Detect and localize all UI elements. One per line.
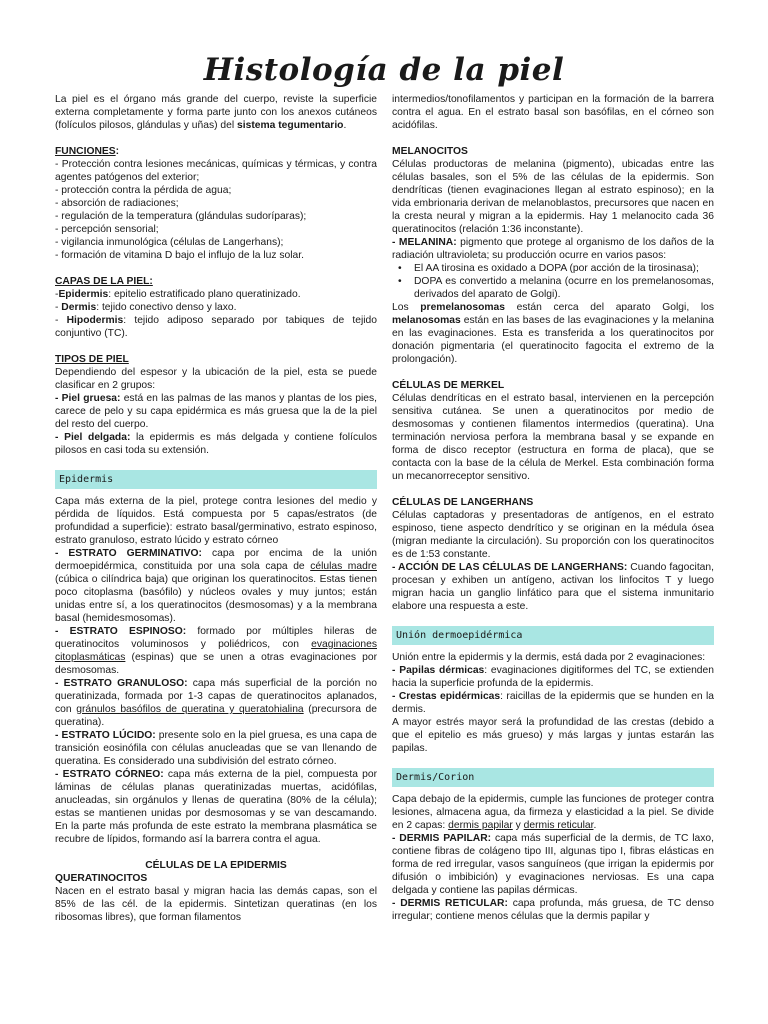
papilas-text: : evaginaciones digitiformes del TC, se extienden hacia la superficie profunda de la epidermis. bbox=[392, 665, 714, 689]
celulas-heading: CÉLULAS DE LA EPIDERMIS bbox=[145, 860, 287, 871]
dermis-text: Capa debajo de la epidermis, cumple las funciones de proteger contra lesiones, almacena agua, da firmeza y elasticidad a la piel. Se divide en 2 capas: bbox=[392, 794, 714, 831]
pre-term: melanosomas bbox=[392, 315, 461, 326]
dermis-section-bar: Dermis/Corion bbox=[392, 768, 714, 787]
funciones-item: - Protección contra lesiones mecánicas, químicas y térmicas, y contra agentes patógenos del exterior; bbox=[55, 159, 377, 183]
left-column bbox=[55, 93, 377, 924]
intro-bold: sistema tegumentario bbox=[237, 120, 344, 131]
estrato-germinativo bbox=[55, 547, 377, 625]
estrato-label: - ESTRATO GERMINATIVO: bbox=[55, 548, 202, 559]
funciones-item: - absorción de radiaciones; bbox=[55, 198, 179, 209]
funciones-item: - percepción sensorial; bbox=[55, 224, 159, 235]
tipos-intro: Dependiendo del espesor y la ubicación de la piel, esta se puede clasificar en 2 grupos: bbox=[55, 367, 377, 391]
langerhans-heading: CÉLULAS DE LANGERHANS bbox=[392, 497, 534, 508]
capa-name: Dermis bbox=[61, 302, 97, 313]
estrato-label: - ESTRATO LÚCIDO: bbox=[55, 730, 156, 741]
estrato-label: - ESTRATO GRANULOSO: bbox=[55, 678, 188, 689]
capa-name: Hipodermis bbox=[66, 315, 124, 326]
page-title: Histología de la piel bbox=[203, 52, 565, 88]
merkel-text: Células dendríticas en el estrato basal, intervienen en la percepción sensitiva cutánea. Se unen a queratinocitos por medio de desmosomas y contienen filamentos intermedios (queratina). Una terminación nerviosa perfora la membrana basal y se expande en forma de disco receptor (estructura en forma de placa), que se contacta con la base de la célula de Merkel. Esta combinación forma un mecanorreceptor sensitivo. bbox=[392, 393, 714, 482]
langerhans-text: Células captadoras y presentadoras de antígenos, en el estrato espinoso, tiene aspecto dendrítico y se originan en la médula ósea (migran mediante la circulación). Su proporción con los queratinocitos es de 1:53 constante. bbox=[392, 510, 714, 560]
dermis-reticular bbox=[392, 897, 714, 923]
piel-delgada bbox=[55, 431, 377, 457]
funciones-colon: : bbox=[115, 146, 120, 157]
accion-label: - ACCIÓN DE LAS CÉLULAS DE LANGERHANS: bbox=[392, 562, 628, 573]
piel-gruesa-text: está en las palmas de las manos y plantas de los pies, carece de pelo y su capa epidérmica es más gruesa que la de la piel del resto del cuerpo. bbox=[55, 393, 377, 430]
estrato-granuloso bbox=[55, 677, 377, 729]
estrato-label: - ESTRATO ESPINOSO: bbox=[55, 626, 187, 637]
right-column bbox=[392, 93, 714, 923]
merkel-heading: CÉLULAS DE MERKEL bbox=[392, 380, 505, 391]
underlined-term: células madre bbox=[310, 561, 377, 572]
crestas-epidermicas bbox=[392, 690, 714, 716]
papilas-label: - Papilas dérmicas bbox=[392, 665, 485, 676]
melanina-paragraph bbox=[392, 236, 714, 262]
dermis-papilar-label: - DERMIS PAPILAR: bbox=[392, 833, 492, 844]
pre-text: Los bbox=[392, 302, 421, 313]
accion-text: Cuando fagocitan, procesan y exhiben un antígeno, activan los linfocitos T y luego migran hacia un ganglio linfático para que el sistema inmunitario elabore una respuesta a este. bbox=[392, 562, 714, 612]
piel-gruesa-label: - Piel gruesa: bbox=[55, 393, 121, 404]
estrato-text: (precursora de queratina). bbox=[55, 704, 377, 728]
funciones-item: - vigilancia inmunológica (células de Langerhans); bbox=[55, 237, 284, 248]
capa-dash: - bbox=[55, 302, 62, 313]
union-section-bar: Unión dermoepidérmica bbox=[392, 626, 714, 645]
queratinocitos-heading: QUERATINOCITOS bbox=[55, 873, 148, 884]
list-item: • DOPA es convertido a melanina (ocurre en los premelanosomas, derivados del aparato de Golgi). bbox=[414, 275, 714, 301]
union-intro: Unión entre la epidermis y la dermis, está dada por 2 evaginaciones: bbox=[392, 652, 706, 663]
funciones-item: - regulación de la temperatura (glándulas sudoríparas); bbox=[55, 211, 307, 222]
underlined-term: dermis reticular bbox=[523, 820, 594, 831]
list-item: • El AA tirosina es oxidado a DOPA (por acción de la tirosinasa); bbox=[414, 262, 714, 275]
dermis-intro bbox=[392, 793, 714, 832]
papilas-dermicas bbox=[392, 664, 714, 690]
capa-hipodermis bbox=[55, 314, 377, 340]
capa-desc: : tejido adiposo separado por tabiques de tejido conjuntivo (TC). bbox=[55, 315, 377, 339]
underlined-term: evaginaciones citoplasmáticas bbox=[55, 639, 377, 663]
estrato-text: capa por encima de la unión dermoepidérmica, constituida por una sola capa de bbox=[55, 548, 378, 572]
capa-dash: - bbox=[55, 289, 59, 300]
estrato-text: capa más superficial de la porción no queratinizada, formada por 1-3 capas de queratinocitos aplanados, con bbox=[55, 678, 377, 715]
intro-end: . bbox=[343, 120, 347, 131]
intro-text: La piel es el órgano más grande del cuerpo, reviste la superficie externa completamente y forma parte junto con los anexos cutáneos (folículos pilosos, glándulas y uñas) del bbox=[55, 94, 377, 131]
melanina-label: - MELANINA: bbox=[392, 237, 457, 248]
estrato-espinoso bbox=[55, 625, 377, 677]
estrato-text: capa más externa de la piel, compuesta por láminas de células planas queratinizadas muertas, acidófilas, anucleadas, sin orgánulos y llenas de queratina (80% de la célula); estas se mantienen unidas por desmosomas y se van descamando. En la parte más profunda de este estrato la membrana plasmática se recubre de lípidos, formando así la barrera contra el agua. bbox=[55, 769, 377, 845]
capa-desc: : tejido conectivo denso y laxo. bbox=[96, 302, 237, 313]
capa-name: Epidermis bbox=[58, 289, 109, 300]
tipos-heading: TIPOS DE PIEL bbox=[55, 354, 129, 365]
pre-text: están en las bases de las evaginaciones y la melanina en las evaginaciones. Esta es transferida a los queratinocitos por donación pigmentaria (el queratinocito fagocita el extremo de la prolongación). bbox=[392, 315, 714, 365]
estres-paragraph: A mayor estrés mayor será la profundidad de las crestas (debido a que el epitelio es más grueso) y más largas y juntas estarán las papilas. bbox=[392, 717, 714, 754]
estrato-label: - ESTRATO CÓRNEO: bbox=[55, 769, 164, 780]
dermis-text: . bbox=[593, 820, 597, 831]
capa-dash: - bbox=[55, 315, 67, 326]
piel-gruesa bbox=[55, 392, 377, 431]
capa-dermis bbox=[55, 301, 377, 314]
pre-term: premelanosomas bbox=[420, 302, 505, 313]
queratinocitos-text: Nacen en el estrato basal y migran hacia las demás capas, son el 85% de las cél. de la epidermis. Sintetizan queratinas (en los ribosomas libres), que forman filamentos bbox=[55, 886, 377, 923]
capas-heading: CAPAS DE LA PIEL: bbox=[55, 276, 153, 287]
melanocitos-heading: MELANOCITOS bbox=[392, 146, 468, 157]
premelanosomas-paragraph bbox=[392, 301, 714, 366]
estrato-text: formado por múltiples hileras de queratinocitos voluminosos y poliédricos, con bbox=[55, 626, 377, 650]
estrato-text: (cúbica o cilíndrica baja) que originan los queratinocitos. Estas tienen poco citoplasma (basófilo) y núcleos ovales y muy juntos; están unidas entre sí, a los queratinocitos (desmosomas) y a la membrana basal (hemidesmosomas). bbox=[55, 574, 377, 624]
underlined-term: dermis papilar bbox=[448, 820, 513, 831]
estrato-corneo bbox=[55, 768, 377, 846]
dermis-text: y bbox=[512, 820, 524, 831]
crestas-text: : raicillas de la epidermis que se hunden en la dermis. bbox=[392, 691, 714, 715]
dermis-papilar bbox=[392, 832, 714, 897]
melanocitos-text: Células productoras de melanina (pigmento), ubicadas entre las células basales, son el 5% de las células de la epidermis. Son dendríticas (tienen evaginaciones llegan al estrato espinoso); en la vida embrionaria derivan de melanoblastos, precursores que nacen en la cresta neural y migran a la epidermis. Hay 1 melanocito cada 36 queratinocitos (relación 1:36 inconstante). bbox=[392, 159, 714, 235]
estrato-text: (espinas) que se unen a otras evaginaciones por desmosomas. bbox=[55, 652, 377, 676]
dermis-papilar-text: capa más superficial de la dermis, de TC laxo, contiene fibras de colágeno tipo III, algunas tipo I, fibras elásticas en forma de red irregular, vasos sanguíneos (que irrigan la epidermis por difusión o imbibición) y evaginaciones nerviosas. Es una capa delgada y contiene las papilas dérmicas. bbox=[392, 833, 714, 896]
funciones-title: FUNCIONES bbox=[55, 146, 116, 157]
epidermis-section-bar: Epidermis bbox=[55, 470, 377, 489]
piel-delgada-label: - Piel delgada: bbox=[55, 432, 131, 443]
pre-text: están cerca del aparato Golgi, los bbox=[504, 302, 714, 313]
underlined-term: gránulos basófilos de queratina y queratohialina bbox=[76, 704, 304, 715]
capa-desc: : epitelio estratificado plano queratinizado. bbox=[108, 289, 301, 300]
queratinocitos-continued: intermedios/tonofilamentos y participan en la formación de la barrera contra el agua. En el estrato basal son basófilas, en el córneo son acidófilas. bbox=[392, 94, 714, 131]
intro-paragraph bbox=[55, 93, 377, 132]
capa-epidermis bbox=[55, 288, 377, 301]
funciones-heading bbox=[55, 145, 377, 158]
funciones-item: - formación de vitamina D bajo el influjo de la luz solar. bbox=[55, 250, 304, 261]
piel-delgada-text: la epidermis es más delgada y contiene folículos pilosos en casi toda su extensión. bbox=[55, 432, 377, 456]
melanina-text: pigmento que protege al organismo de los daños de la radiación ultravioleta; su producción ocurre en varios pasos: bbox=[392, 237, 714, 261]
dermis-reticular-text: capa profunda, más gruesa, de TC denso irregular; contiene menos células que la dermis papilar y bbox=[392, 898, 714, 922]
estrato-lucido bbox=[55, 729, 377, 768]
crestas-label: - Crestas epidérmicas bbox=[392, 691, 501, 702]
melanina-steps bbox=[392, 262, 714, 301]
estrato-text: presente solo en la piel gruesa, es una capa de transición eosinófila con células anucleadas que se van llenando de queratina. Es considerado una subdivisión del estrato córneo. bbox=[55, 730, 377, 767]
dermis-reticular-label: - DERMIS RETICULAR: bbox=[392, 898, 508, 909]
epidermis-intro: Capa más externa de la piel, protege contra lesiones del medio y pérdida de líquidos. Está compuesta por 5 capas/estratos (de profundidad a superficie): estrato basal/germinativo, estrato espinoso, estrato granuloso, estrato lúcido y estrato córneo bbox=[55, 496, 377, 546]
funciones-item: - protección contra la pérdida de agua; bbox=[55, 185, 232, 196]
langerhans-accion bbox=[392, 561, 714, 613]
